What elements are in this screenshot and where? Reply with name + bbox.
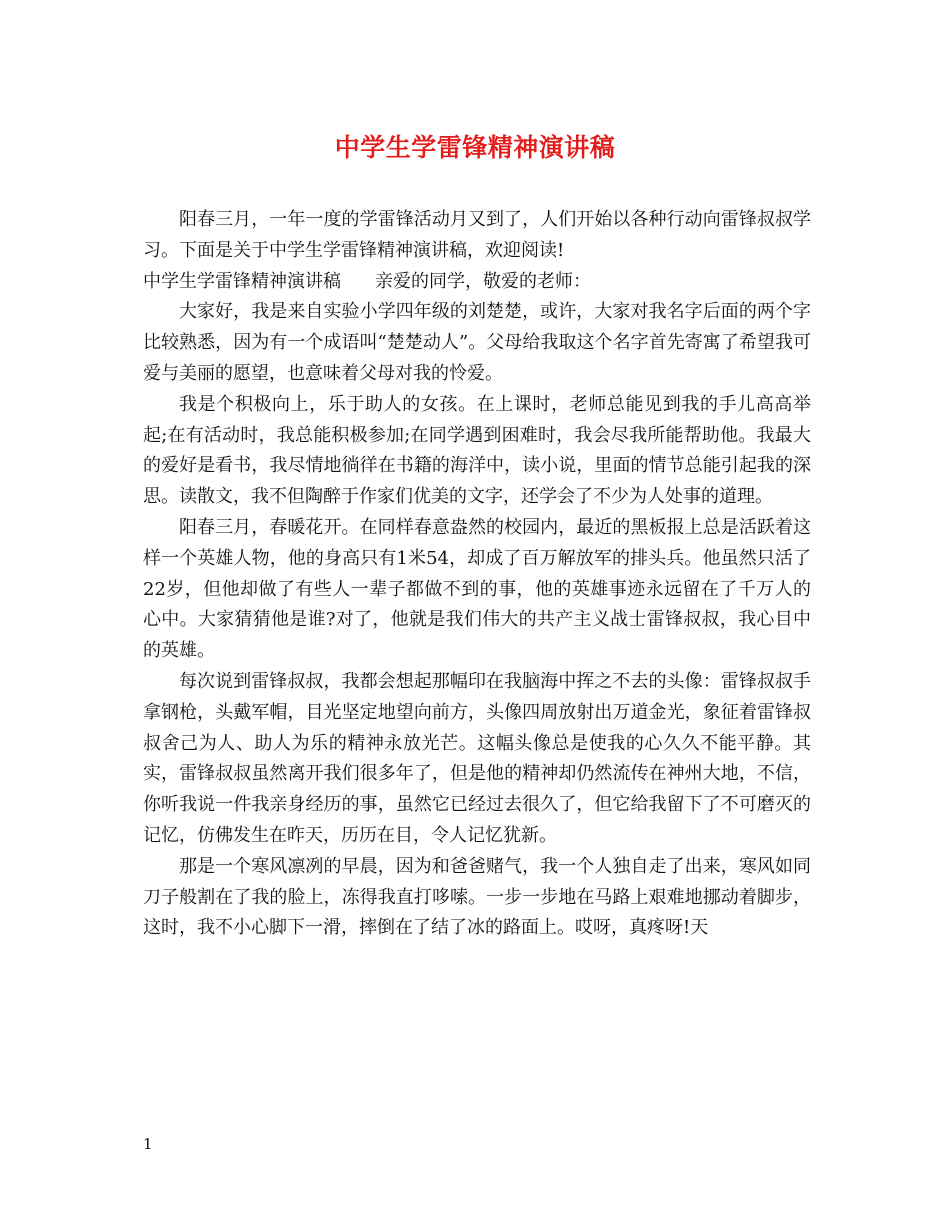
- greeting-text: 亲爱的同学，敬爱的老师：: [375, 270, 591, 292]
- subheading-line: [143, 267, 811, 298]
- page-number: 1: [143, 1135, 153, 1153]
- body-paragraph-5: 那是一个寒风凛冽的早晨，因为和爸爸赌气，我一个人独自走了出来，寒风如同刀子般割在了我的脸上，冻得我直打哆嗦。一步一步地在马路上艰难地挪动着脚步，这时，我不小心脚下一滑，摔倒在了结了冰的路面上。哎呀，真疼呀!天: [143, 855, 811, 939]
- body-paragraph-4: 每次说到雷锋叔叔，我都会想起那幅印在我脑海中挥之不去的头像：雷锋叔叔手拿钢枪，头戴军帽，目光坚定地望向前方，头像四周放射出万道金光，象征着雷锋叔叔舍己为人、助人为乐的精神永放光芒。这幅头像总是使我的心久久不能平静。其实，雷锋叔叔虽然离开我们很多年了，但是他的精神却仍然流传在神州大地，不信，你听我说一件我亲身经历的事，虽然它已经过去很久了，但它给我留下了不可磨灭的记忆，仿佛发生在昨天，历历在目，令人记忆犹新。: [143, 670, 811, 846]
- intro-paragraph: 阳春三月，一年一度的学雷锋活动月又到了，人们开始以各种行动向雷锋叔叔学习。下面是关于中学生学雷锋精神演讲稿，欢迎阅读!: [143, 209, 811, 261]
- body-paragraph-2: 我是个积极向上，乐于助人的女孩。在上课时，老师总能见到我的手儿高高举起;在有活动时，我总能积极参加;在同学遇到困难时，我会尽我所能帮助他。我最大的爱好是看书，我尽情地徜徉在书籍的海洋中，读小说，里面的情节总能引起我的深思。读散文，我不但陶醉于作家们优美的文字，还学会了不少为人处事的道理。: [143, 393, 811, 508]
- document-body: [143, 205, 811, 944]
- body-paragraph-3: 阳春三月，春暖花开。在同样春意盎然的校园内，最近的黑板报上总是活跃着这样一个英雄人物，他的身高只有1米54，却成了百万解放军的排头兵。他虽然只活了22岁，但他却做了有些人一辈子都做不到的事，他的英雄事迹永远留在了千万人的心中。大家猜猜他是谁?对了，他就是我们伟大的共产主义战士雷锋叔叔，我心目中的英雄。: [143, 516, 811, 662]
- subheading-text: 中学生学雷锋精神演讲稿: [143, 270, 341, 292]
- body-paragraph-1: 大家好，我是来自实验小学四年级的刘楚楚，或许，大家对我名字后面的两个字比较熟悉，因为有一个成语叫“楚楚动人”。父母给我取这个名字首先寄寓了希望我可爱与美丽的愿望，也意味着父母对我的怜爱。: [143, 301, 811, 384]
- document-title: 中学生学雷锋精神演讲稿: [334, 133, 616, 162]
